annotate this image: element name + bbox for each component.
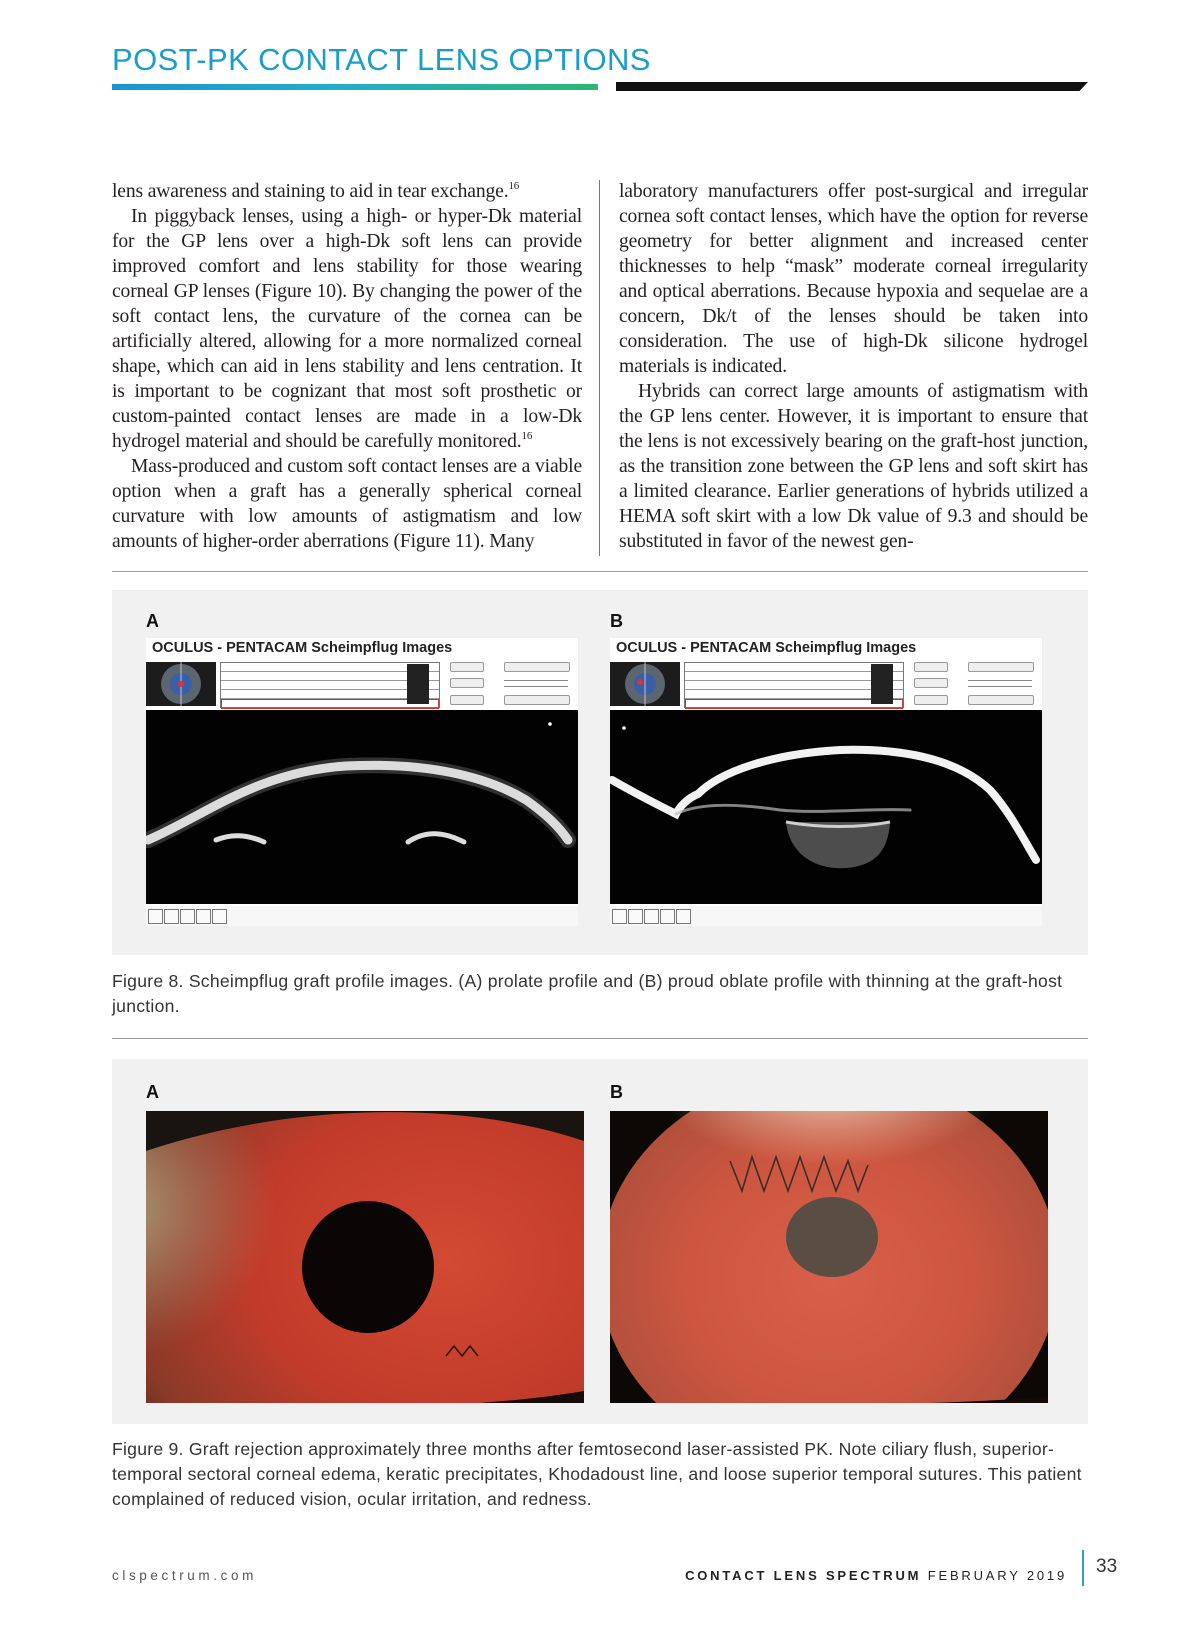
figure-8-label-b: B xyxy=(610,611,623,631)
tool-icon xyxy=(180,909,195,924)
segment-preview-strip xyxy=(871,664,893,704)
body-paragraph: In piggyback lenses, using a high- or hyper-Dk material for the GP lens over a high-Dk soft lens can provide improved comfort and lens stability for those wearing corneal GP lenses (Figure 10). By changing the power of the soft contact lens, the curvature of the cornea can be artificially altered, allowing for a more normalized corneal shape, which can aid in lens stability and lens centration. It is important to be cognizant that most soft prosthetic or custom-painted contact lenses are made in a low-Dk hydrogel material and should be carefully monitored.$^{16}$ xyxy=(112,206,582,452)
pentacam-screenshot-b xyxy=(610,638,1042,926)
section-rule xyxy=(112,571,1088,572)
footer-magazine-name: CONTACT LENS SPECTRUM xyxy=(685,1568,922,1583)
footer-publication xyxy=(685,1568,1067,1583)
footer-website: clspectrum.com xyxy=(112,1568,257,1583)
tool-icon xyxy=(212,909,227,924)
header-black-rule xyxy=(616,82,1088,91)
tool-icon xyxy=(164,909,179,924)
body-column-left xyxy=(112,179,582,559)
pentacam-toolbar xyxy=(146,906,578,926)
body-column-right xyxy=(619,179,1088,559)
citation-superscript: 16 xyxy=(521,430,533,442)
figure-9-label-b: B xyxy=(610,1082,623,1102)
body-paragraph: laboratory manufacturers offer post-surgical and irregular cornea soft contact lenses, which have the option for reverse geometry for better alignment and increased center thicknesses to help “mask” moderate corneal irregularity and optical aberrations. Because hypoxia and sequelae are a concern, Dk/t of the lenses should be taken into consideration. The use of high-Dk silicone hydrogel materials is indicated. xyxy=(619,181,1088,377)
eye-photo-b xyxy=(610,1111,1048,1403)
figure-8-label-a: A xyxy=(146,611,159,631)
column-divider xyxy=(599,180,600,556)
figure-8-caption: Figure 8. Scheimpflug graft profile images. (A) prolate profile and (B) proud oblate profile with thinning at the graft-host junction. xyxy=(112,971,1063,1016)
scheimpflug-image-b xyxy=(610,710,1042,904)
figure-9-label-a: A xyxy=(146,1082,159,1102)
header-gradient-rule xyxy=(112,84,598,90)
pentacam-title: OCULUS - PENTACAM Scheimpflug Images xyxy=(152,640,453,656)
body-paragraph: lens awareness and staining to aid in tear exchange.$^{16}$ xyxy=(112,180,520,202)
pentacam-controls xyxy=(910,662,1042,708)
tool-icon xyxy=(644,909,659,924)
body-paragraph: Mass-produced and custom soft contact lenses are a viable option when a graft has a generally spherical corneal curvature with low amounts of astigmatism and low amounts of higher-order aberrations (Figure 11). Many xyxy=(112,456,582,552)
pentacam-screenshot-a xyxy=(146,638,578,926)
section-rule xyxy=(112,1038,1088,1039)
pentacam-title: OCULUS - PENTACAM Scheimpflug Images xyxy=(616,640,917,656)
pentacam-toolbar xyxy=(610,906,1042,926)
tool-icon xyxy=(148,909,163,924)
figure-9-panel xyxy=(112,1059,1088,1424)
figure-8-panel xyxy=(112,590,1088,955)
eye-thumbnail xyxy=(610,662,680,706)
page-number: 33 xyxy=(1096,1556,1118,1577)
tool-icon xyxy=(196,909,211,924)
figure-9-caption: Figure 9. Graft rejection approximately three months after femtosecond laser-assisted PK. Note ciliary flush, superior-temporal sectoral corneal edema, keratic precipitates, Khodadoust line, and loose superior temporal sutures. This patient complained of reduced vision, ocular irritation, and redness. xyxy=(112,1439,1082,1509)
eye-thumbnail xyxy=(146,662,216,706)
pentacam-controls xyxy=(446,662,578,708)
scheimpflug-image-a xyxy=(146,710,578,904)
tool-icon xyxy=(676,909,691,924)
segment-table xyxy=(684,662,904,708)
citation-superscript: 16 xyxy=(508,180,520,192)
tool-icon xyxy=(660,909,675,924)
section-header-title: POST-PK CONTACT LENS OPTIONS xyxy=(112,42,651,77)
tool-icon xyxy=(612,909,627,924)
segment-preview-strip xyxy=(407,664,429,704)
footer-issue-date: FEBRUARY 2019 xyxy=(927,1568,1067,1583)
tool-icon xyxy=(628,909,643,924)
eye-photo-a xyxy=(146,1111,584,1403)
segment-table xyxy=(220,662,440,708)
body-paragraph: Hybrids can correct large amounts of astigmatism with the GP lens center. However, it is important to ensure that the lens is not excessively bearing on the graft-host junction, as the transition zone between the GP lens and soft skirt has a limited clearance. Earlier generations of hybrids utilized a HEMA soft skirt with a low Dk value of 9.3 and should be substituted in favor of the newest gen- xyxy=(619,381,1088,552)
footer-divider xyxy=(1082,1550,1084,1586)
